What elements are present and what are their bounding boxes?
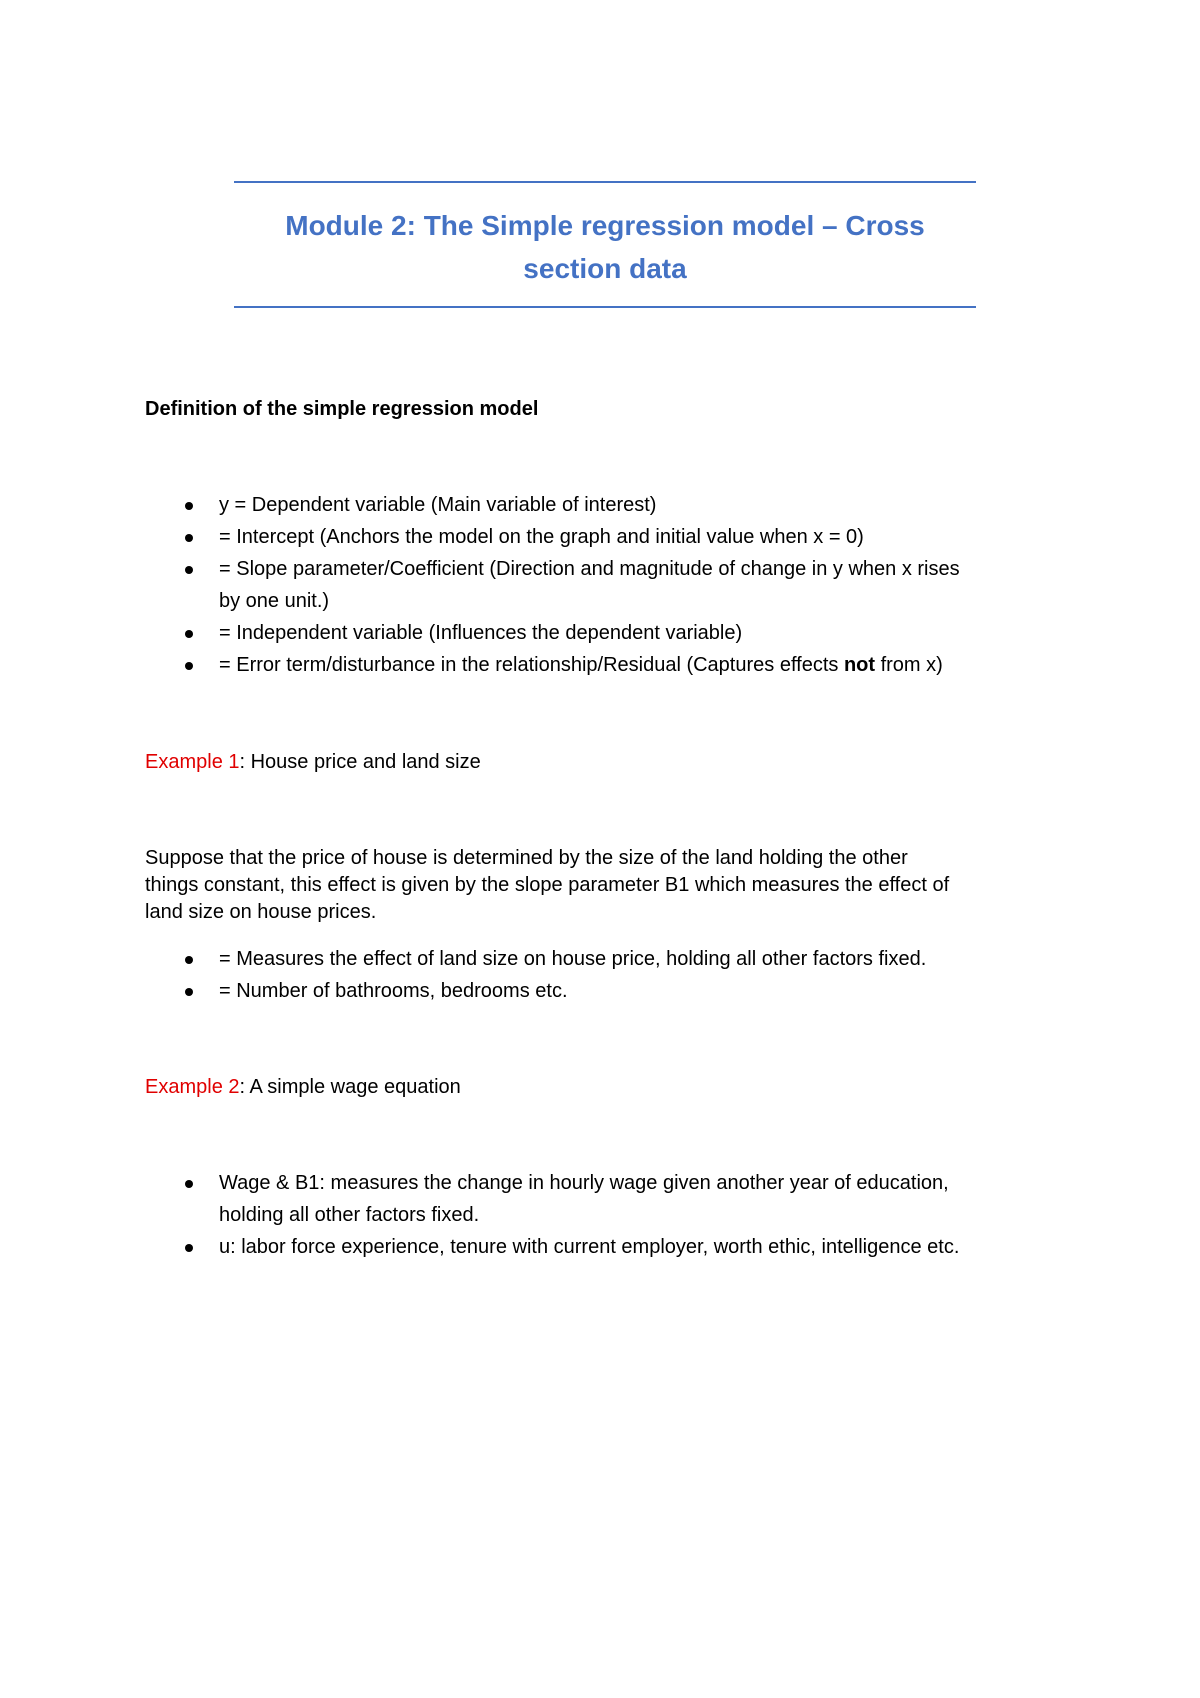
- bullet-icon: [185, 566, 193, 574]
- paragraph-line: things constant, this effect is given by the slope parameter B1 which measures the effect of: [145, 874, 950, 896]
- bullet-icon: [185, 1180, 193, 1188]
- bullet-text: = Number of bathrooms, bedrooms etc.: [219, 980, 568, 1002]
- bullet-text: u: labor force experience, tenure with current employer, worth ethic, intelligence etc.: [219, 1236, 960, 1258]
- page-title: Module 2: The Simple regression model – Cross section data: [285, 210, 925, 284]
- example1-label: Example 1: [145, 751, 240, 773]
- example1-bullet-list: [145, 943, 926, 1007]
- example2-title: : A simple wage equation: [239, 1076, 461, 1098]
- example1-title: : House price and land size: [239, 751, 481, 773]
- example2-heading: [145, 1074, 461, 1101]
- definition-heading: Definition of the simple regression model: [145, 398, 539, 420]
- paragraph-line: land size on house prices.: [145, 901, 377, 923]
- bullet-text: = Independent variable (Influences the dependent variable): [219, 622, 743, 644]
- bullet-text-end: from x): [875, 654, 943, 676]
- example2-label: Example 2: [145, 1076, 240, 1098]
- bullet-icon: [185, 988, 193, 996]
- bullet-icon: [185, 662, 193, 670]
- list-item: [145, 1231, 959, 1263]
- bullet-icon: [185, 1244, 193, 1252]
- bullet-text: = Slope parameter/Coefficient (Direction and magnitude of change in y when x rises: [219, 558, 960, 580]
- bullet-text: y = Dependent variable (Main variable of interest): [219, 494, 657, 516]
- title-bottom-rule: [234, 306, 976, 308]
- paragraph-line: Suppose that the price of house is determined by the size of the land holding the other: [145, 847, 908, 869]
- bullet-text: = Error term/disturbance in the relationship/Residual (Captures effects: [219, 654, 844, 676]
- list-item: [145, 553, 960, 617]
- bullet-icon: [185, 630, 193, 638]
- title-top-rule: [234, 181, 976, 183]
- example2-bullet-list: [145, 1167, 959, 1263]
- definition-bullet-list: [145, 489, 960, 681]
- bullet-icon: [185, 534, 193, 542]
- bullet-text: Wage & B1: measures the change in hourly wage given another year of education,: [219, 1172, 949, 1194]
- list-item: [145, 617, 960, 649]
- bullet-text-continued: holding all other factors fixed.: [219, 1204, 480, 1226]
- bullet-text-continued: by one unit.): [219, 590, 330, 612]
- bullet-text: = Measures the effect of land size on house price, holding all other factors fixed.: [219, 948, 927, 970]
- list-item: [145, 649, 960, 681]
- bullet-text: = Intercept (Anchors the model on the graph and initial value when x = 0): [219, 526, 864, 548]
- example1-paragraph: [145, 845, 1065, 926]
- bullet-icon: [185, 502, 193, 510]
- list-item: [145, 1167, 959, 1231]
- list-item: [145, 489, 960, 521]
- bullet-icon: [185, 956, 193, 964]
- list-item: [145, 521, 960, 553]
- list-item: [145, 975, 926, 1007]
- bullet-text-emphasis: not: [843, 654, 876, 676]
- example1-heading: [145, 749, 481, 776]
- list-item: [145, 943, 926, 975]
